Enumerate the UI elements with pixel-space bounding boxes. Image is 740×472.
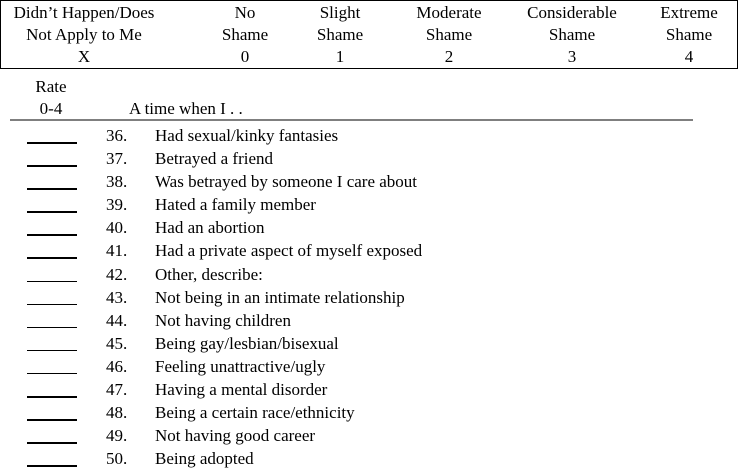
item-number: 44. bbox=[106, 310, 128, 330]
scale-value: X bbox=[77, 47, 91, 66]
item-text: Had an abortion bbox=[155, 218, 265, 238]
scale-value: 4 bbox=[684, 47, 694, 66]
item-list bbox=[0, 124, 740, 470]
list-item bbox=[0, 263, 740, 286]
rating-blank[interactable] bbox=[27, 327, 77, 329]
list-item bbox=[0, 424, 740, 447]
rating-blank[interactable] bbox=[27, 188, 77, 190]
item-number: 38. bbox=[106, 172, 128, 192]
item-text: Having a mental disorder bbox=[155, 380, 328, 400]
list-item bbox=[0, 332, 740, 355]
scale-column-extreme-shame bbox=[649, 2, 729, 68]
item-number: 36. bbox=[106, 126, 128, 145]
list-item bbox=[0, 378, 740, 401]
scale-label-line2: Shame bbox=[425, 25, 473, 44]
list-item bbox=[0, 216, 740, 239]
rating-blank[interactable] bbox=[27, 373, 77, 375]
item-number: 37. bbox=[106, 149, 128, 169]
rate-column-header bbox=[31, 76, 71, 120]
item-number: 50. bbox=[106, 449, 128, 469]
rating-blank[interactable] bbox=[27, 442, 77, 444]
item-stem: A time when I . . bbox=[129, 99, 243, 118]
scale-column-considerable-shame bbox=[517, 2, 627, 68]
item-number: 39. bbox=[106, 195, 128, 215]
rating-blank[interactable] bbox=[27, 142, 77, 144]
item-number: 43. bbox=[106, 287, 128, 307]
item-number: 42. bbox=[106, 264, 128, 284]
rating-blank[interactable] bbox=[27, 281, 77, 283]
list-item bbox=[0, 147, 740, 170]
list-item bbox=[0, 124, 740, 147]
scale-label-line1: Moderate bbox=[416, 3, 482, 22]
scale-label-line2: Shame bbox=[316, 25, 364, 44]
item-text: Not being in an intimate relationship bbox=[155, 287, 405, 307]
scale-label-line2: Not Apply to Me bbox=[26, 25, 142, 44]
scale-label-line1: No bbox=[234, 3, 256, 22]
scale-label-line1: Slight bbox=[319, 3, 361, 22]
item-text: Not having children bbox=[155, 310, 291, 330]
scale-label-line1: Didn’t Happen/Does bbox=[13, 3, 155, 22]
scale-value: 1 bbox=[335, 47, 345, 66]
list-item bbox=[0, 401, 740, 424]
item-text: Was betrayed by someone I care about bbox=[155, 172, 418, 192]
rate-range: 0-4 bbox=[39, 99, 63, 118]
item-text: Betrayed a friend bbox=[155, 149, 273, 169]
list-item bbox=[0, 170, 740, 193]
item-number: 41. bbox=[106, 241, 128, 261]
list-item bbox=[0, 239, 740, 262]
scale-label-line2: Shame bbox=[665, 25, 713, 44]
scale-value: 0 bbox=[240, 47, 250, 66]
rating-blank[interactable] bbox=[27, 304, 77, 306]
scale-column-not-applicable bbox=[9, 2, 159, 68]
item-number: 49. bbox=[106, 426, 128, 446]
scale-column-slight-shame bbox=[300, 2, 380, 68]
scale-label-line2: Shame bbox=[221, 25, 269, 44]
scale-label-line2: Shame bbox=[548, 25, 596, 44]
scale-label-line1: Extreme bbox=[660, 3, 718, 22]
item-text: Not having good career bbox=[155, 426, 316, 446]
list-item bbox=[0, 447, 740, 470]
rating-blank[interactable] bbox=[27, 234, 77, 236]
rating-blank[interactable] bbox=[27, 419, 77, 421]
scale-column-moderate-shame bbox=[404, 2, 494, 68]
item-number: 45. bbox=[106, 333, 128, 353]
item-text: Being adopted bbox=[155, 449, 254, 469]
rating-blank[interactable] bbox=[27, 211, 77, 213]
rating-blank[interactable] bbox=[27, 350, 77, 352]
item-number: 47. bbox=[106, 380, 128, 400]
item-text: Hated a family member bbox=[155, 195, 316, 215]
item-number: 48. bbox=[106, 403, 128, 423]
list-item bbox=[0, 309, 740, 332]
rating-blank[interactable] bbox=[27, 465, 77, 467]
rating-blank[interactable] bbox=[27, 257, 77, 259]
scale-value: 2 bbox=[444, 47, 454, 66]
item-text: Being a certain race/ethnicity bbox=[155, 403, 355, 423]
item-text: Feeling unattractive/ugly bbox=[155, 356, 326, 376]
list-item bbox=[0, 193, 740, 216]
list-item bbox=[0, 286, 740, 309]
item-number: 40. bbox=[106, 218, 128, 238]
rate-label: Rate bbox=[35, 77, 67, 96]
scale-label-line1: Considerable bbox=[527, 3, 617, 22]
rating-blank[interactable] bbox=[27, 396, 77, 398]
item-text: Had sexual/kinky fantasies bbox=[155, 126, 339, 145]
item-text: Being gay/lesbian/bisexual bbox=[155, 333, 339, 353]
rating-blank[interactable] bbox=[27, 165, 77, 167]
list-item bbox=[0, 355, 740, 378]
header-divider bbox=[10, 119, 693, 121]
rating-scale-legend bbox=[0, 0, 738, 69]
item-text: Had a private aspect of myself exposed bbox=[155, 241, 423, 261]
item-text: Other, describe: bbox=[155, 264, 263, 284]
scale-value: 3 bbox=[567, 47, 577, 66]
scale-column-no-shame bbox=[205, 2, 285, 68]
item-number: 46. bbox=[106, 356, 128, 376]
